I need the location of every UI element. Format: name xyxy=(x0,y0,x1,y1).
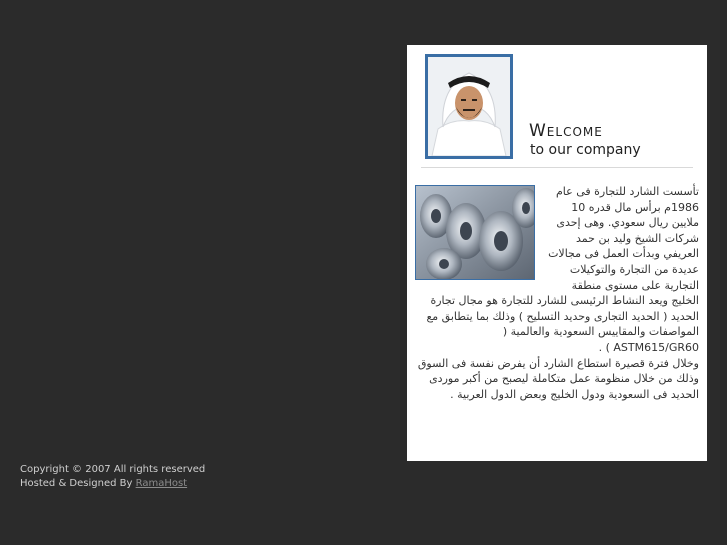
image-spacer xyxy=(415,184,541,290)
intro-paragraph-1: تأسست الشارد للتجارة فى عام 1986م برأس مال قدره 10 ملايين ريال سعودي. وهى إحدى شركات الشيخ وليد بن حمد العريفي وبدأت العمل فى مجالات عديدة من التجارة والتوكيلات التجارية على مستوى منطقة الخليج ويعد النشاط الرئيسى للشارد للتجارة هو مجال تجارة الحديد ( الحديد التجارى وحديد التسليح ) وذلك بما يتطابق مع المواصفات والمقاييس السعودية والعالمية ( ASTM615/GR60 ) . xyxy=(426,185,699,354)
portrait-image xyxy=(425,54,513,159)
intro-paragraph-2: وخلال فترة قصيرة استطاع الشارد أن يفرض نفسة فى السوق وذلك من خلال منظومة عمل متكاملة ليصبح من أكبر موردى الحديد فى السعودية ودول الخليج وبعض الدول العربية . xyxy=(417,356,699,401)
portrait-illustration xyxy=(428,57,510,156)
footer xyxy=(20,463,205,491)
copyright-text: Copyright © 2007 All rights reserved xyxy=(20,464,206,475)
divider xyxy=(421,167,693,168)
content-panel xyxy=(407,45,707,461)
welcome-title: Welcome xyxy=(529,121,603,141)
hosted-by-line xyxy=(20,477,205,491)
welcome-subtitle: to our company xyxy=(530,142,641,158)
company-intro xyxy=(415,184,699,402)
ramahost-link[interactable]: RamaHost xyxy=(135,478,188,489)
hosted-by-label: Hosted & Designed By xyxy=(20,478,133,489)
